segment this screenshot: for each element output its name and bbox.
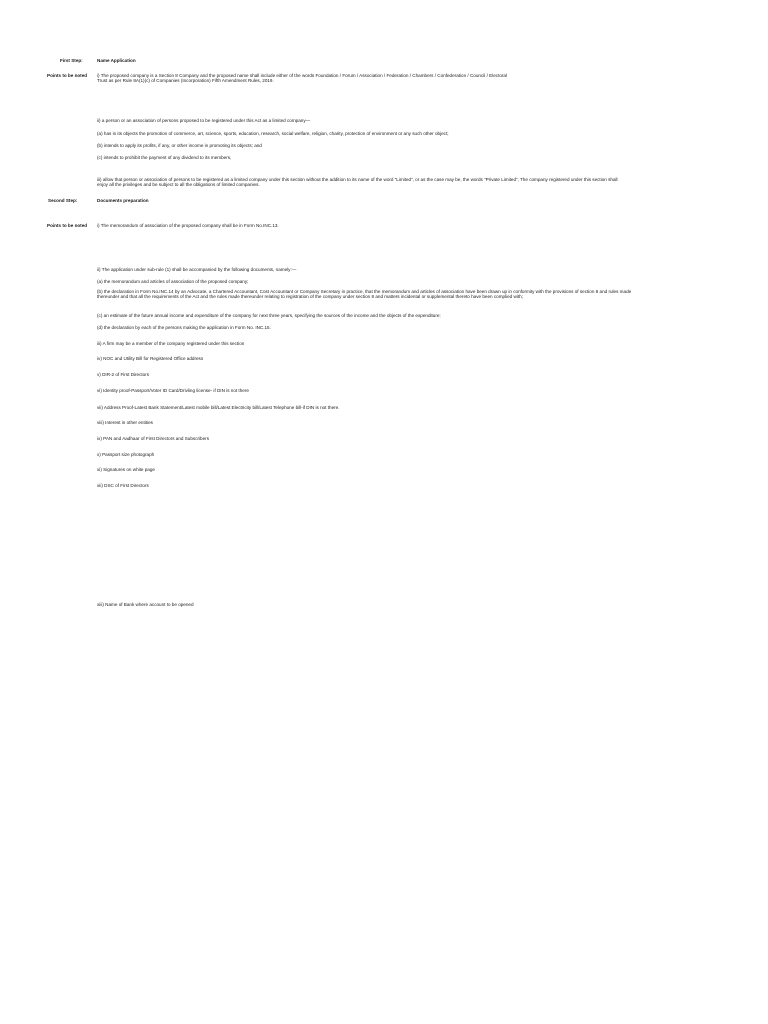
second-step-point-vi: vi) Identity proof-Passport/Voter ID Card/Drivling license- if DIN is not there <box>97 388 249 393</box>
first-step-point-ii: ii) a person or an association of persons proposed to be registered under this Act as a limited company— <box>97 118 311 123</box>
first-step-point-ii-a: (a) has in its objects the promotion of commerce, art, science, sports, education, research, social welfare, religion, charity, protection of environment or any such other object; <box>97 131 449 136</box>
second-step-point-iii: iii) A firm may be a member of the company registered under this section <box>97 341 245 346</box>
second-step-point-ii: ii) The application under sub-rule (1) shall be accompanied by the following documents, namely:— <box>97 267 297 272</box>
second-step-point-xiii: xiii) Name of Bank where account to be opened <box>97 602 194 607</box>
second-step-point-viii: viii) Interest in other entities <box>97 420 153 425</box>
second-step-point-ix: ix) PAN and Aadhaar of First Directors and Subscribers <box>97 436 209 441</box>
second-step-point-i: i) The memorandum of association of the proposed company shall be in Form No.INC.13. <box>97 223 279 228</box>
second-step-point-x: x) Passport size photograph <box>97 452 155 457</box>
first-step-point-ii-c: (c) intends to prohibit the payment of any dividend to its members, <box>97 155 232 160</box>
second-step-point-vii: vii) Address Proof-Latest Bank Statement/Latest mobile bill/Latest Electricity bill/Latest Telephone bill-if DIN is not there. <box>97 405 340 410</box>
second-step-point-ii-d: (d) the declaration by each of the persons making the application in Form No. INC.15. <box>97 325 271 330</box>
second-step-label: Second Step: <box>48 198 78 203</box>
second-step-points-label: Points to be noted <box>47 223 88 228</box>
first-step-label: First Step: <box>60 58 83 63</box>
first-step-point-ii-b: (b) intends to apply its profits, if any, or other income in promoting its objects; and <box>97 143 262 148</box>
second-step-point-ii-c: (c) an estimate of the future annual income and expenditure of the company for next three years, specifying the sources of the income and the objects of the expenditure; <box>97 313 441 318</box>
second-step-point-xi: xi) Signatures on white page <box>97 467 155 472</box>
second-step-point-v: v) DIR-2 of First Directors <box>97 372 150 377</box>
second-step-point-ii-a: (a) the memorandum and articles of association of the proposed company; <box>97 279 249 284</box>
first-step-title: Name Application <box>97 58 136 63</box>
second-step-point-iv: iv) NOC and Utility Bill for Registered Office address <box>97 356 204 361</box>
first-step-points-label: Points to be noted <box>47 73 88 78</box>
first-step-point-iii: iii) allow that person or association of persons to be registered as a limited company under this section without the addition to its name of the word “Limited”, or as the case may be, the words “Private Limited”, The company registered under this section shall enjoy all the privileges and be subject to all the obligations of limited companies. <box>97 177 618 188</box>
first-step-point-i: i) The proposed company is a Section 8 Company and the proposed name shall include either of the words Foundation / Forum / Association / Federation / Chambers / Confederation / Council / Electoral Trust as per Rule 8A(1)(c) of Companies (Incorporation) Fifth Amendment Rules, 2019. <box>97 73 508 84</box>
second-step-title: Documents preparation <box>97 198 149 203</box>
second-step-point-ii-b: (b) the declaration in Form No.INC.14 by an Advocate, a Chartered Accountant, Cost Accountant or Company Secretary in practice, that the memorandum and articles of association have been drawn up in conformity with the provisions of section 8 and rules made thereunder and that all the requirements of the Act and the rules made thereunder relating to registration of the company under section 8 and matters incidental or supplemental thereto have been complied with; <box>97 289 632 300</box>
second-step-point-xii: xii) DSC of First Directors <box>97 483 149 488</box>
